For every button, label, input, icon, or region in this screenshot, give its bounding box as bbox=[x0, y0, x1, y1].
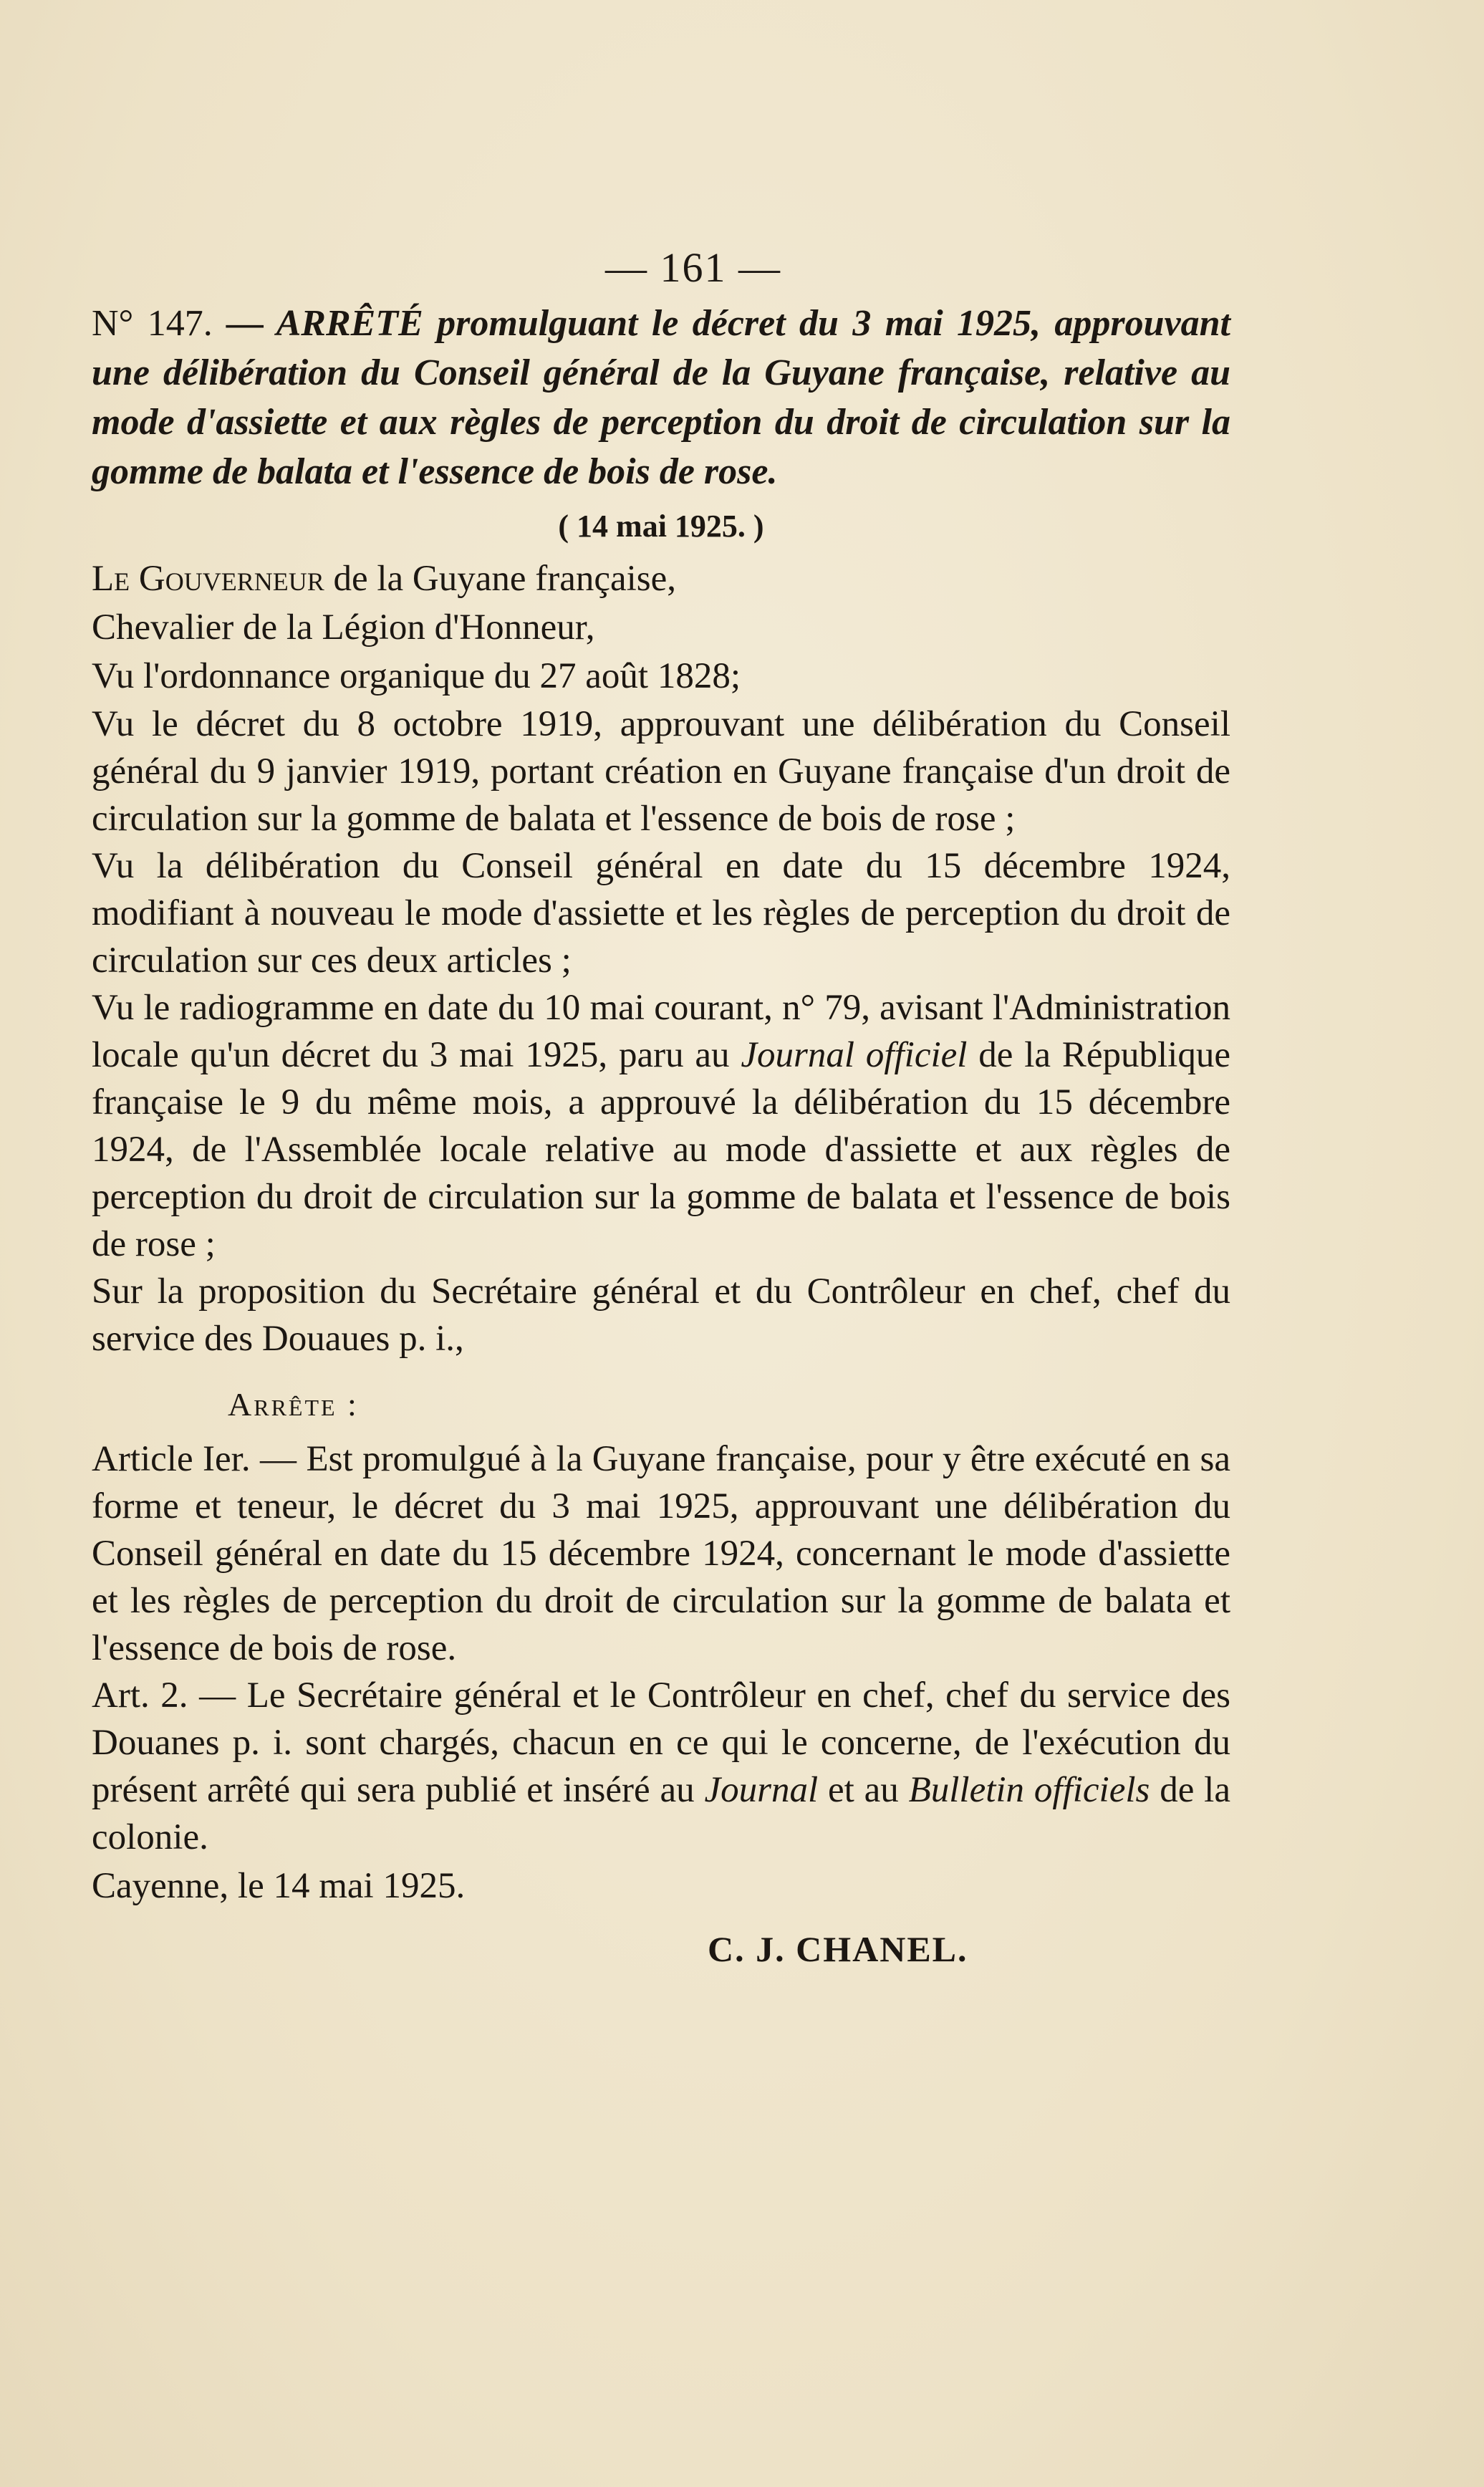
chevalier-line: Chevalier de la Légion d'Honneur, bbox=[92, 607, 595, 648]
document-page bbox=[92, 244, 1230, 1970]
article-1-text: — Est promulgué à la Guyane française, pour y être exécuté en sa forme et teneur, le décret du 3 mai 1925, approuvant une délibération du Conseil général en date du 15 décembre 1924, concernant le mode d'assiette et les règles de perception du droit de circulation sur la gomme de balata et l'essence de bois de rose. bbox=[92, 1439, 1230, 1668]
bulletin-ref: Bulletin officiels bbox=[908, 1770, 1150, 1810]
arrete-heading: Arrête : bbox=[228, 1386, 359, 1423]
vu-radiogramme bbox=[92, 984, 1230, 1268]
governor-title: Le Gouverneur bbox=[92, 559, 324, 599]
journal-officiel-ref: Journal officiel bbox=[741, 1035, 968, 1075]
vu-decret: Vu le décret du 8 octobre 1919, approuvant une délibération du Conseil général du 9 janvier 1919, portant création en Guyane française d'un droit de circulation sur la gomme de balata et l'essence de bois de rose ; bbox=[92, 704, 1230, 839]
article-1 bbox=[92, 1435, 1230, 1672]
decree-number: N° 147. bbox=[92, 303, 213, 344]
place-date: Cayenne, le 14 mai 1925. bbox=[92, 1866, 466, 1906]
article-2 bbox=[92, 1672, 1230, 1861]
article-1-label: Article Ier. bbox=[92, 1439, 251, 1479]
article-2-label: Art. 2. bbox=[92, 1675, 188, 1716]
vu-ordonnance: Vu l'ordonnance organique du 27 août 1828; bbox=[92, 656, 741, 696]
decree-date: ( 14 mai 1925. ) bbox=[558, 509, 764, 544]
article-2-text-c: de la colonie. bbox=[92, 1770, 1230, 1857]
governor-line bbox=[92, 554, 1230, 603]
decree-title-text: — ARRÊTÉ promulguant le décret du 3 mai 1925, approuvant une délibération du Conseil général de la Guyane française, relative au mode d'assiette et aux règles de perception du droit de circulation sur la gomme de balata et l'essence de bois de rose. bbox=[92, 303, 1230, 492]
signature: C. J. CHANEL. bbox=[708, 1929, 968, 1969]
journal-ref: Journal bbox=[704, 1770, 819, 1810]
article-2-text-a: — Le Secrétaire général et le Contrôleur en chef, chef du service des Douanes p. i. sont chargés, chacun en ce qui le concerne, de l'exécution du présent arrêté qui sera publié et inséré au bbox=[92, 1675, 1231, 1810]
governor-rest: de la Guyane française, bbox=[324, 559, 677, 599]
article-2-text-b: et au bbox=[818, 1770, 909, 1810]
page-number: — 161 — bbox=[605, 244, 781, 291]
vu-radio-part-a: Vu le radiogramme en date du 10 mai courant, n° 79, avisant l'Administration locale qu'un décret du 3 mai 1925, paru au bbox=[92, 988, 1230, 1075]
vu-radio-part-b: de la République française le 9 du même mois, a approuvé la délibération du 15 décembre 1924, de l'Assemblée locale relative au mode d'assiette et aux règles de perception du droit de circulation sur la gomme de balata et l'essence de bois de rose ; bbox=[92, 1035, 1230, 1264]
decree-title bbox=[92, 299, 1230, 496]
sur-proposition: Sur la proposition du Secrétaire général et du Contrôleur en chef, chef du service des Douaues p. i., bbox=[92, 1271, 1230, 1359]
vu-deliberation: Vu la délibération du Conseil général en date du 15 décembre 1924, modifiant à nouveau le mode d'assiette et les règles de perception du droit de circulation sur ces deux articles ; bbox=[92, 846, 1230, 981]
